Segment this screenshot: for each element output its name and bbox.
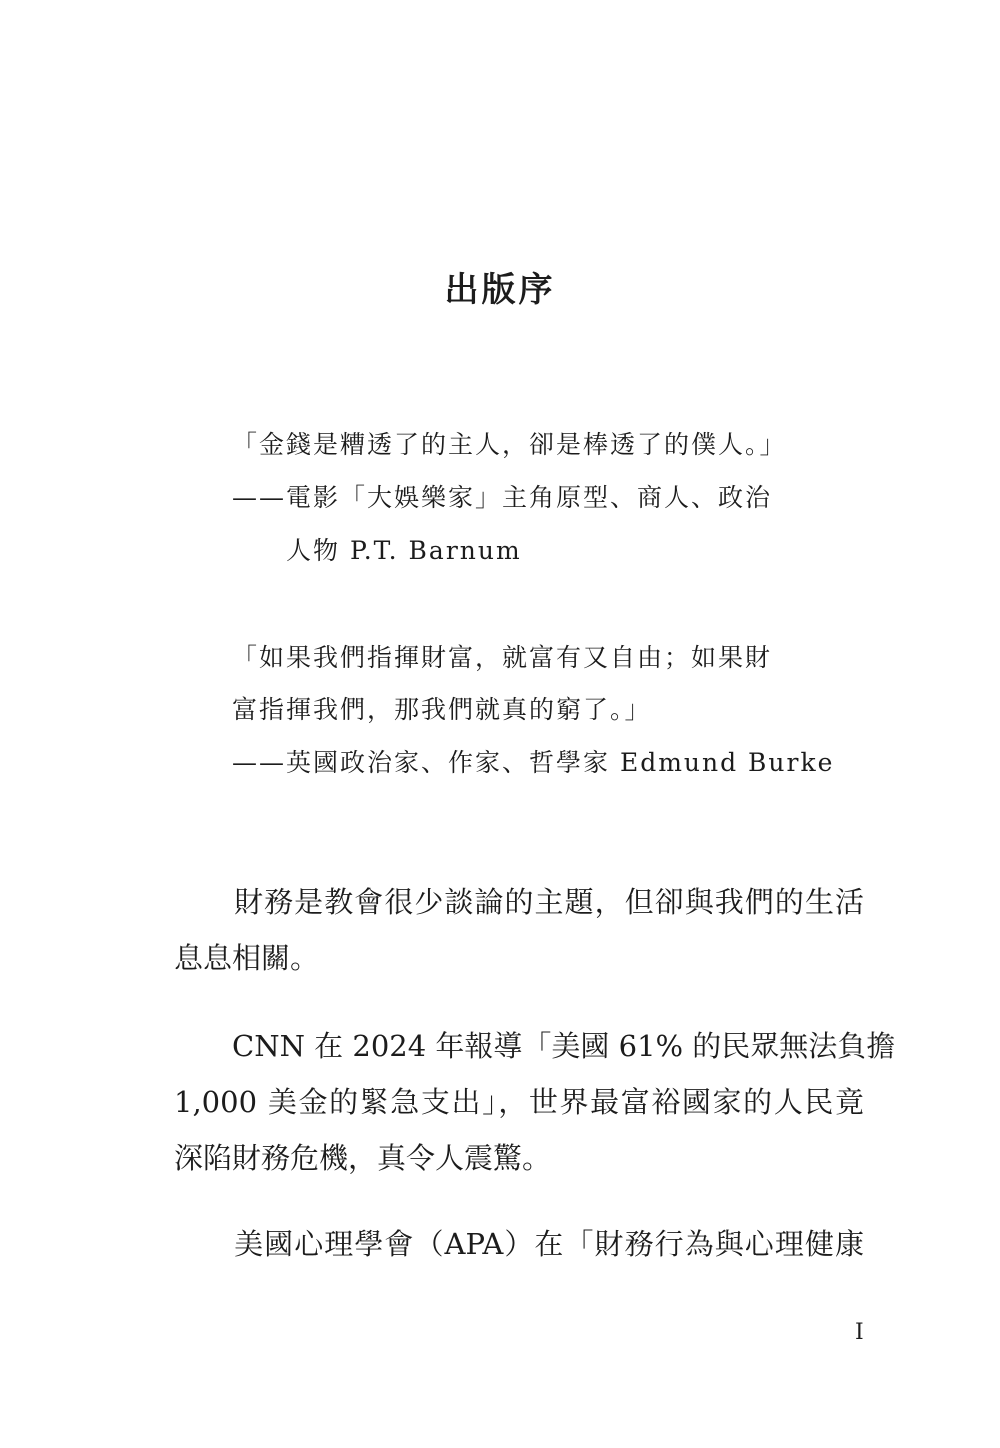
paragraph-line: 息息相關。 — [174, 941, 320, 975]
quote-attribution: ——英國政治家、作家、哲學家 Edmund Burke — [232, 748, 835, 777]
paragraph-line: 深陷財務危機，真令人震驚。 — [174, 1141, 552, 1175]
paragraph-line: 財務是教會很少談論的主題，但卻與我們的生活 — [174, 885, 864, 919]
quote-line: 富指揮我們，那我們就真的窮了。」 — [232, 695, 652, 724]
paragraph-line: 美國心理學會（APA）在「財務行為與心理健康 — [174, 1227, 864, 1261]
quote-line: 「金錢是糟透了的主人，卻是棒透了的僕人。」 — [232, 430, 787, 459]
paragraph-line: 1,000 美金的緊急支出」，世界最富裕國家的人民竟 — [174, 1085, 864, 1119]
page-number: I — [855, 1320, 864, 1345]
quote-attribution: ——電影「大娛樂家」主角原型、商人、政治 — [232, 483, 773, 512]
paragraph-line: CNN 在 2024 年報導「美國 61% 的民眾無法負擔 — [174, 1029, 896, 1063]
quote-attribution: 人物 P.T. Barnum — [232, 536, 522, 565]
page-title: 出版序 — [444, 270, 556, 310]
quote-line: 「如果我們指揮財富，就富有又自由；如果財 — [232, 643, 773, 672]
